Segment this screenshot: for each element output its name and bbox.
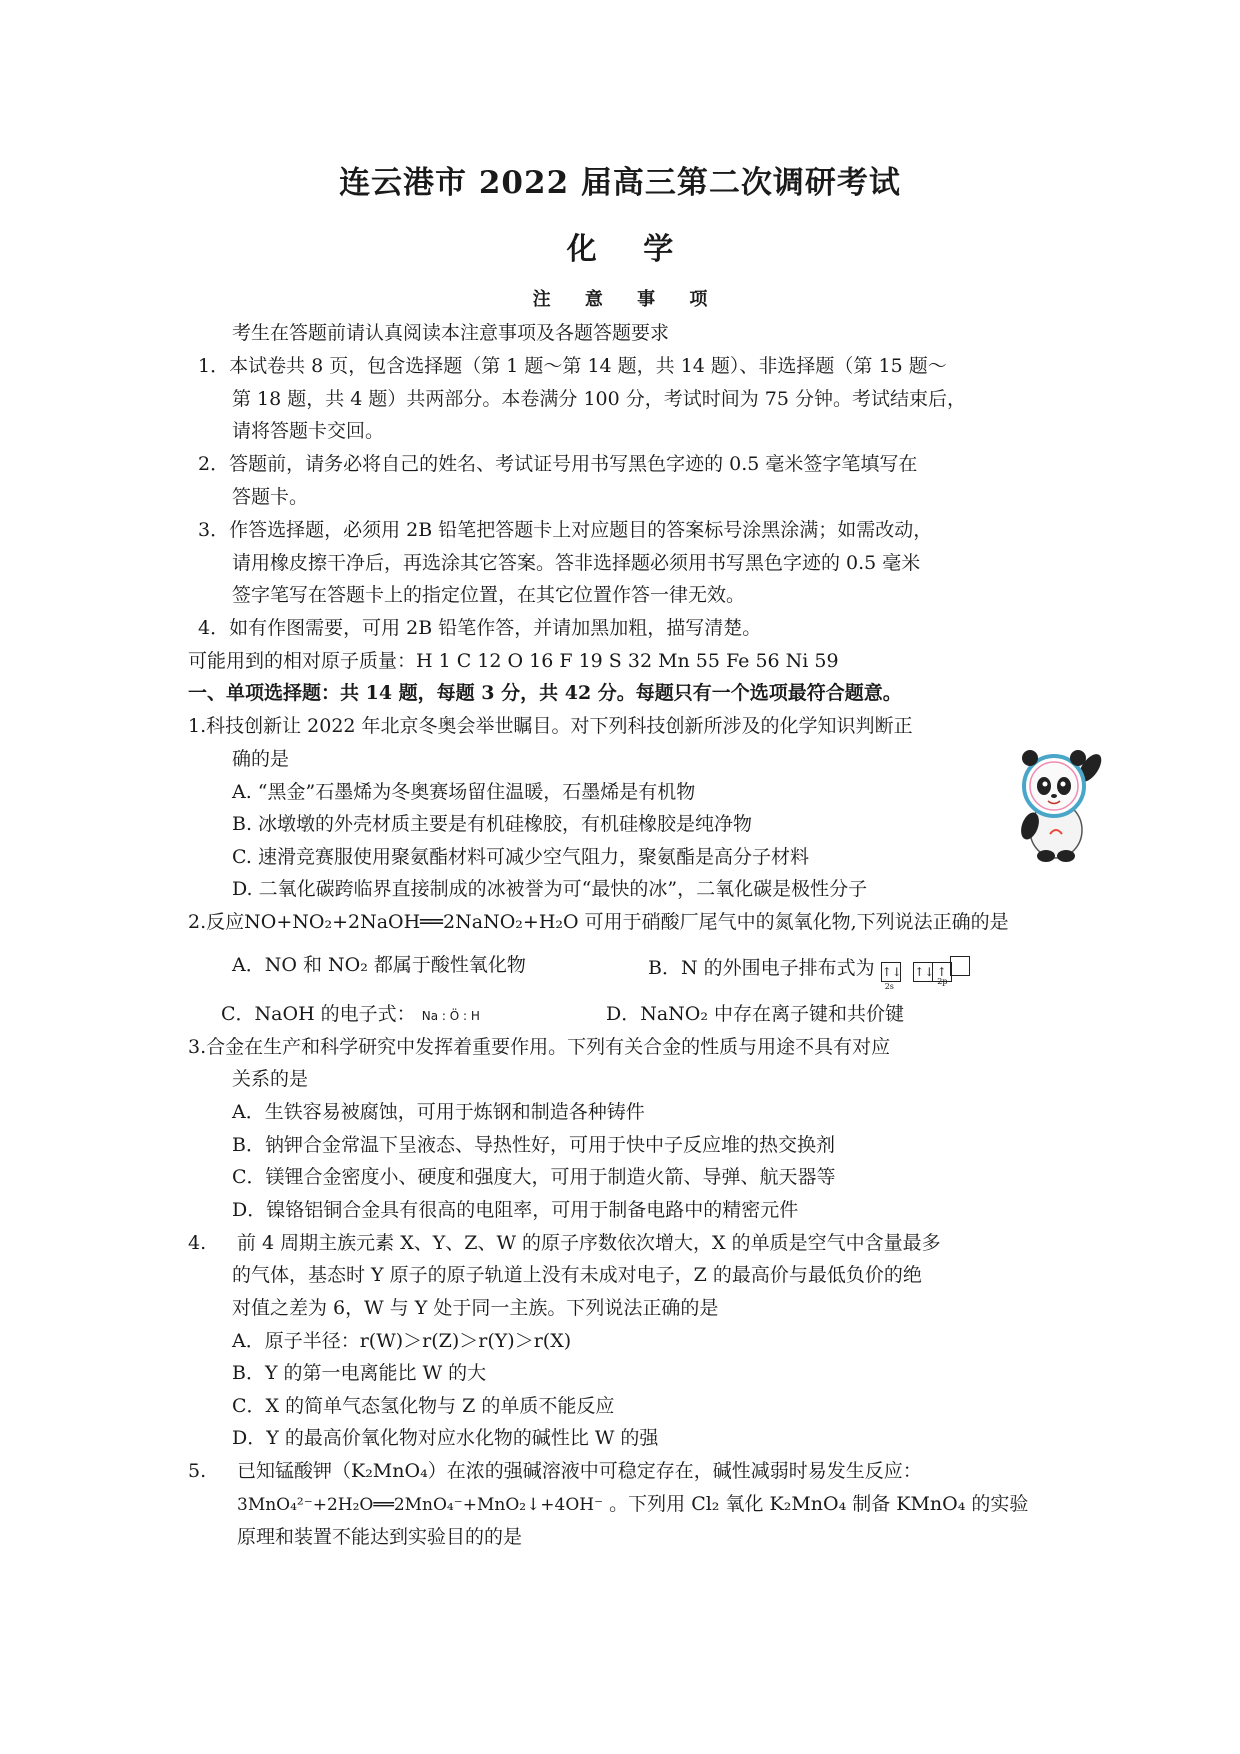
notice-item-2: 2．答题前，请务必将自己的姓名、考试证号用书写黑色字迹的 0.5 毫米签字笔填写在 <box>198 453 918 475</box>
notice-intro: 考生在答题前请认真阅读本注意事项及各题答题要求 <box>232 322 670 344</box>
q5-equation: 3MnO₄²⁻+2H₂O══2MnO₄⁻+MnO₂↓+4OH⁻ <box>237 1495 604 1515</box>
mascot-illustration <box>1008 742 1112 862</box>
exam-title: 连云港市 2022 届高三第二次调研考试 <box>339 165 901 201</box>
orbital-2p-label: 2p <box>937 977 948 986</box>
q4-option-c: C．X 的简单气态氢化物与 Z 的单质不能反应 <box>232 1395 615 1417</box>
q2-option-c-text: C．NaOH 的电子式： <box>221 1003 416 1025</box>
q3-option-c: C．镁锂合金密度小、硬度和强度大，可用于制造火箭、导弹、航天器等 <box>232 1166 836 1188</box>
q5-number: 5. <box>188 1460 207 1482</box>
atomic-masses: 可能用到的相对原子质量：H 1 C 12 O 16 F 19 S 32 Mn 55 Fe 56 Ni 59 <box>188 650 839 672</box>
subject-title: 化 学 <box>566 232 692 267</box>
q2-stem: 2.反应NO+NO₂+2NaOH══2NaNO₂+H₂O 可用于硝酸厂尾气中的氮氧化物,下列说法正确的是 <box>188 911 1009 933</box>
q4-stem-cont: 对值之差为 6，W 与 Y 处于同一主族。下列说法正确的是 <box>232 1297 719 1319</box>
q5-stem-cont <box>237 1495 1028 1514</box>
q2-option-b <box>648 956 977 991</box>
orbital-2p-box: ↑ <box>932 962 952 982</box>
notice-item-4: 4．如有作图需要，可用 2B 铅笔作答，并请加黑加粗，描写清楚。 <box>198 617 762 639</box>
q3-option-d: D．镍铬铝铜合金具有很高的电阻率，可用于制备电路中的精密元件 <box>232 1199 799 1221</box>
orbital-2p-box <box>950 956 970 976</box>
q4-option-a: A．原子半径：r(W)＞r(Z)＞r(Y)＞r(X) <box>232 1330 572 1352</box>
q3-stem: 3.合金在生产和科学研究中发挥着重要作用。下列有关合金的性质与用途不具有对应 <box>188 1036 891 1058</box>
notice-heading: 注 意 事 项 <box>532 289 722 310</box>
orbital-2p-group <box>913 956 969 986</box>
orbital-2s-group <box>881 961 902 991</box>
q1-option-c: C. 速滑竞赛服使用聚氨酯材料可减少空气阻力，聚氨酯是高分子材料 <box>232 846 809 868</box>
q1-option-b: B. 冰墩墩的外壳材质主要是有机硅橡胶，有机硅橡胶是纯净物 <box>232 813 753 835</box>
naoh-electron-formula: Na : Ö : H <box>421 1009 480 1023</box>
q1-stem: 1.科技创新让 2022 年北京冬奥会举世瞩目。对下列科技创新所涉及的化学知识判断正 <box>188 715 913 737</box>
q2-option-a: A．NO 和 NO₂ 都属于酸性氧化物 <box>232 954 526 976</box>
notice-item-3: 3．作答选择题，必须用 2B 铅笔把答题卡上对应题目的答案标号涂黑涂满；如需改动， <box>198 519 933 541</box>
q4-option-b: B．Y 的第一电离能比 W 的大 <box>232 1362 487 1384</box>
q4-stem-cont: 的气体，基态时 Y 原子的原子轨道上没有未成对电子，Z 的最高价与最低负价的绝 <box>232 1264 922 1286</box>
notice-item-1-cont: 第 18 题，共 4 题）共两部分。本卷满分 100 分，考试时间为 75 分钟。考试结束后， <box>232 388 967 410</box>
q5-stem-tail: 。下列用 Cl₂ 氧化 K₂MnO₄ 制备 KMnO₄ 的实验 <box>609 1493 1029 1515</box>
notice-item-2-cont: 答题卡。 <box>232 486 309 508</box>
q4-option-d: D．Y 的最高价氧化物对应水化物的碱性比 W 的强 <box>232 1427 659 1449</box>
q4-stem: 前 4 周期主族元素 X、Y、Z、W 的原子序数依次增大，X 的单质是空气中含量最多 <box>237 1232 941 1254</box>
notice-item-3-cont: 请用橡皮擦干净后，再选涂其它答案。答非选择题必须用书写黑色字迹的 0.5 毫米 <box>232 552 921 574</box>
section-1-heading: 一、单项选择题：共 14 题，每题 3 分，共 42 分。每题只有一个选项最符合题意。 <box>188 682 902 704</box>
q1-option-a: A. “黑金”石墨烯为冬奥赛场留住温暖，石墨烯是有机物 <box>232 781 696 803</box>
q5-stem: 已知锰酸钾（K₂MnO₄）在浓的强碱溶液中可稳定存在，碱性减弱时易发生反应： <box>237 1460 922 1482</box>
q1-stem-cont: 确的是 <box>232 748 290 770</box>
orbital-2s-box: ↑↓ <box>881 962 901 982</box>
orbital-2p-box: ↑↓ <box>913 962 933 982</box>
orbital-diagram <box>881 956 977 991</box>
q1-option-d: D. 二氧化碳跨临界直接制成的冰被誉为可“最快的冰”，二氧化碳是极性分子 <box>232 878 868 900</box>
notice-item-1-cont: 请将答题卡交回。 <box>232 420 385 442</box>
q2-option-d: D．NaNO₂ 中存在离子键和共价键 <box>606 1003 905 1025</box>
orbital-2s-label: 2s <box>884 982 894 991</box>
q3-option-b: B．钠钾合金常温下呈液态、导热性好，可用于快中子反应堆的热交换剂 <box>232 1134 835 1156</box>
q2-option-c <box>221 1005 480 1024</box>
q4-number: 4. <box>188 1232 207 1254</box>
q5-stem-cont: 原理和装置不能达到实验目的的是 <box>237 1526 523 1548</box>
notice-item-3-cont: 签字笔写在答题卡上的指定位置，在其它位置作答一律无效。 <box>232 584 746 606</box>
notice-item-1: 1．本试卷共 8 页，包含选择题（第 1 题～第 14 题，共 14 题）、非选择题（第 15 题～ <box>198 355 947 377</box>
q3-stem-cont: 关系的是 <box>232 1068 309 1090</box>
q2-option-b-text: B．N 的外围电子排布式为 <box>648 957 875 979</box>
q3-option-a: A．生铁容易被腐蚀，可用于炼钢和制造各种铸件 <box>232 1101 645 1123</box>
